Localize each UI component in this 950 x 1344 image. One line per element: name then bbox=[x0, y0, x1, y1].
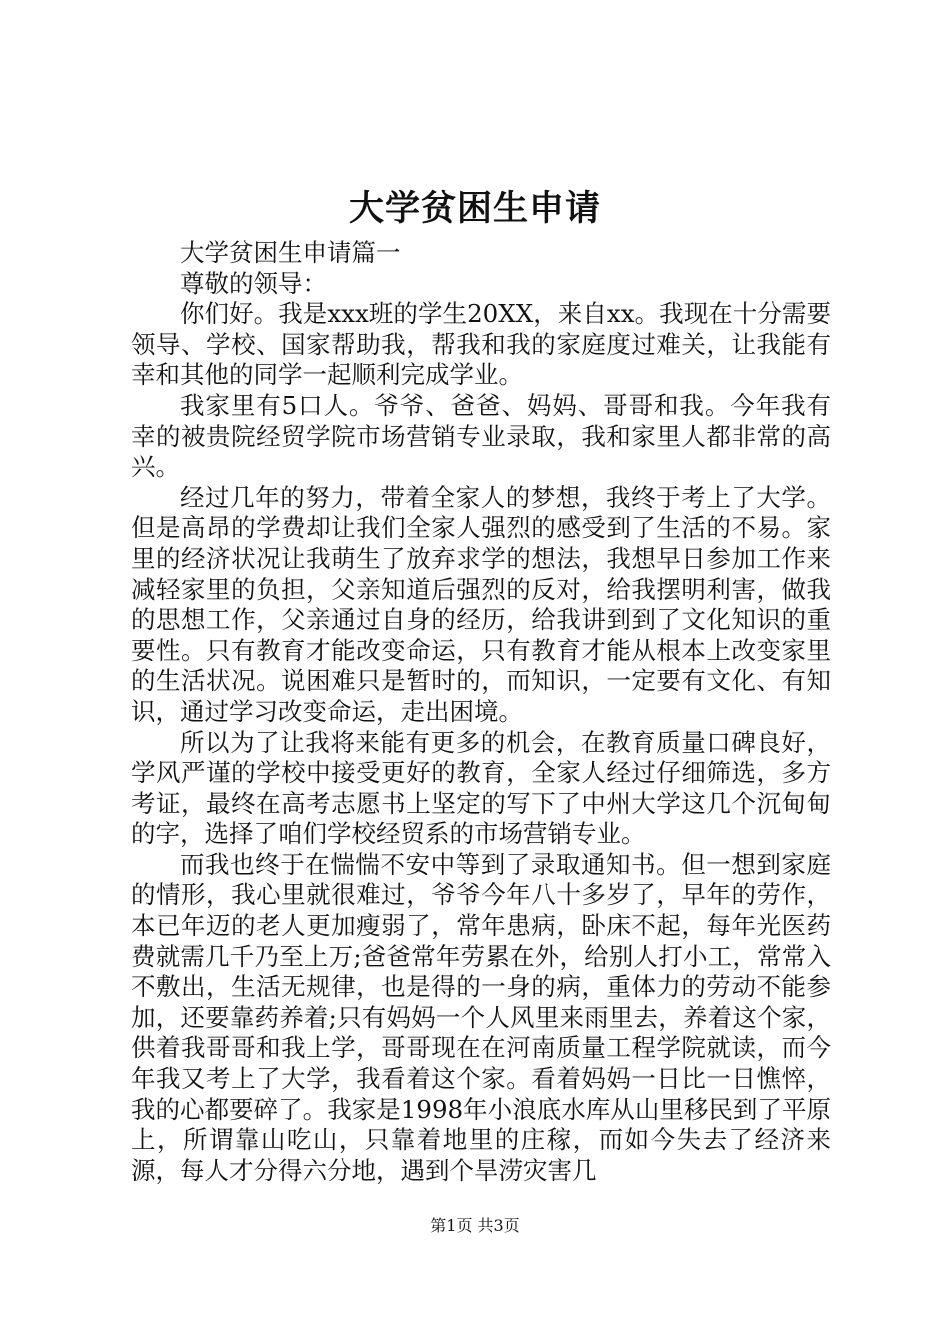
page-number-footer: 第1页 共3页 bbox=[430, 1216, 520, 1235]
document-body bbox=[131, 238, 831, 1186]
paragraph: 我家里有5口人。爷爷、爸爸、妈妈、哥哥和我。今年我有幸的被贵院经贸学院市场营销专业录取，我和家里人都非常的高兴。 bbox=[131, 390, 831, 482]
paragraph: 经过几年的努力，带着全家人的梦想，我终于考上了大学。但是高昂的学费却让我们全家人强烈的感受到了生活的不易。家里的经济状况让我萌生了放弃求学的想法，我想早日参加工作来减轻家里的负担，父亲知道后强烈的反对，给我摆明利害，做我的思想工作，父亲通过自身的经历，给我讲到到了文化知识的重要性。只有教育才能改变命运，只有教育才能从根本上改变家里的生活状况。说困难只是暂时的，而知识，一定要有文化、有知识，通过学习改变命运，走出困境。 bbox=[131, 482, 831, 726]
paragraph: 你们好。我是xxx班的学生20XX，来自xx。我现在十分需要领导、学校、国家帮助我，帮我和我的家庭度过难关，让我能有幸和其他的同学一起顺利完成学业。 bbox=[131, 299, 831, 390]
paragraph: 所以为了让我将来能有更多的机会，在教育质量口碑良好，学风严谨的学校中接受更好的教育，全家人经过仔细筛选，多方考证，最终在高考志愿书上坚定的写下了中州大学这几个沉甸甸的字，选择了咱们学校经贸系的市场营销专业。 bbox=[131, 727, 831, 849]
document-title: 大学贫困生申请 bbox=[348, 188, 601, 229]
salutation: 尊敬的领导： bbox=[180, 268, 327, 298]
section-heading: 大学贫困生申请篇一 bbox=[180, 238, 401, 267]
paragraph: 而我也终于在惴惴不安中等到了录取通知书。但一想到家庭的情形，我心里就很难过，爷爷今年八十多岁了，早年的劳作，本已年迈的老人更加瘦弱了，常年患病，卧床不起，每年光医药费就需几千乃至上万;爸爸常年劳累在外，给别人打小工，常常入不敷出，生活无规律，也是得的一身的病，重体力的劳动不能参加，还要靠药养着;只有妈妈一个人风里来雨里去，养着这个家，供着我哥哥和我上学，哥哥现在在河南质量工程学院就读，而今年我又考上了大学，我看着这个家。看着妈妈一日比一日憔悴，我的心都要碎了。我家是1998年小浪底水库从山里移民到了平原上，所谓靠山吃山，只靠着地里的庄稼，而如今失去了经济来源，每人才分得六分地，遇到个旱涝灾害几 bbox=[131, 849, 831, 1185]
